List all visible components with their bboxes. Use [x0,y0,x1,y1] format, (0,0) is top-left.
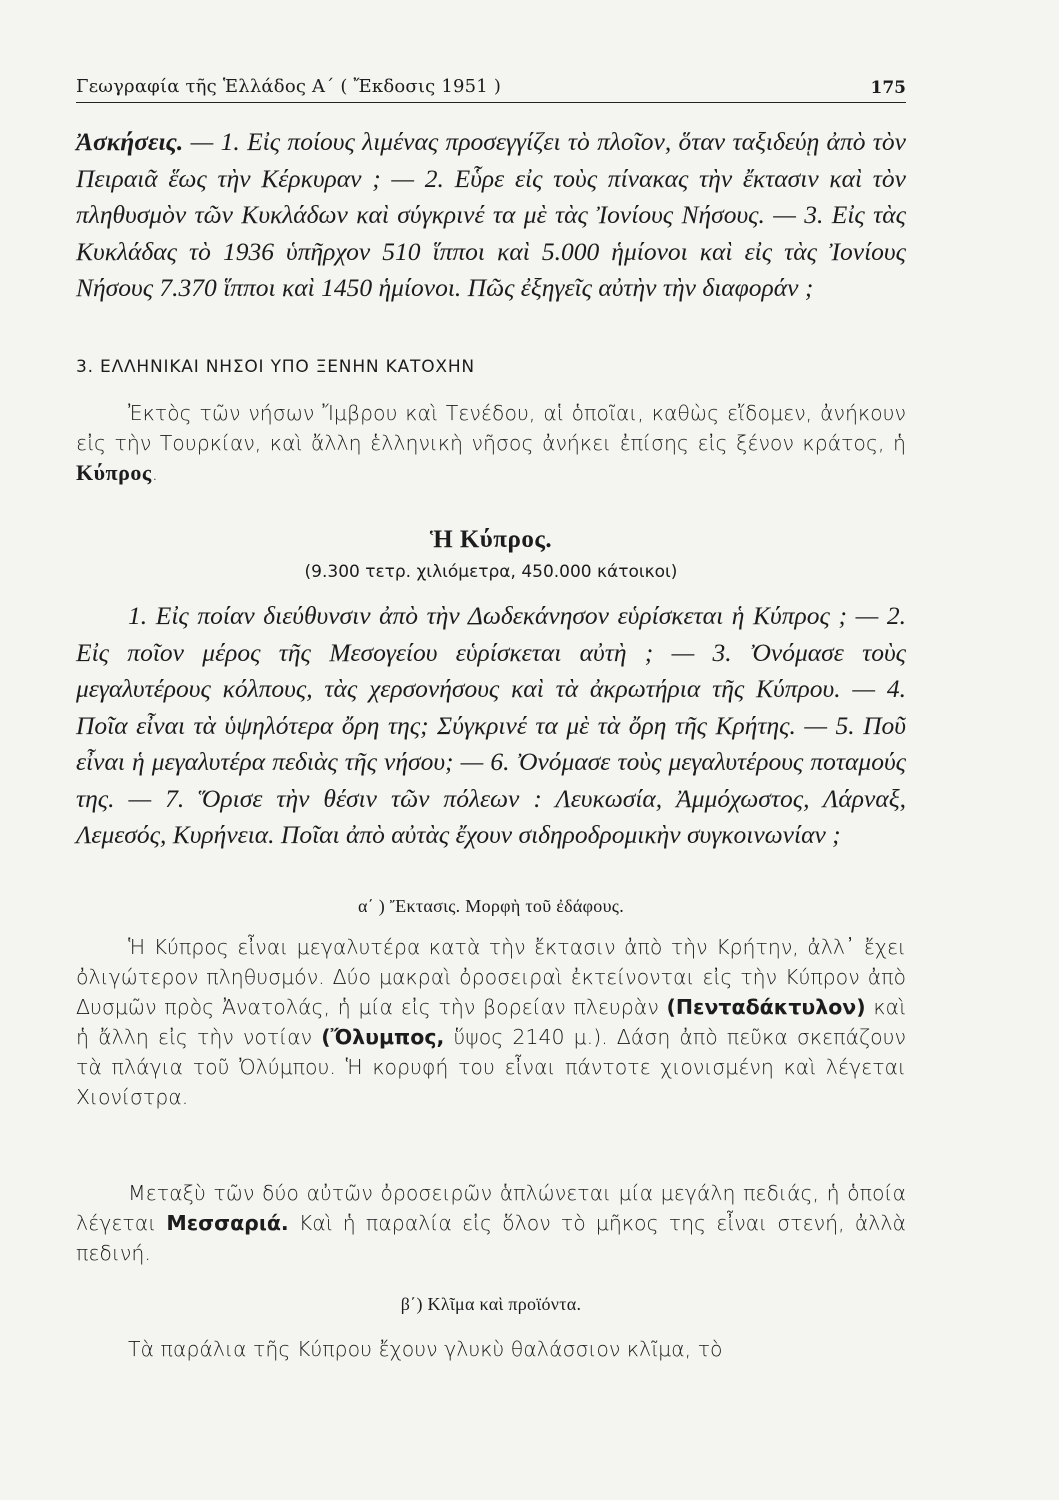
cyprus-subtitle: (9.300 τετρ. χιλιόμετρα, 450.000 κάτοικοι) [304,562,678,582]
para1-start: Ἡ Κύπρος εἶναι μεγαλυτέρα κατὰ τὴν ἔκτασιν ἀπὸ τὴν Κρήτην, ἀλλ᾽ ἔχει ὀλιγώτερον πληθυσμόν. Δύο μακραὶ ὀροσειραὶ ἐκτείνονται εἰς τὴν Κύπρον ἀπὸ Δυσμῶν πρὸς Ἀνατολάς, ἡ μία εἰς τὴν βορείαν πλευρὰν [76,935,906,1019]
section-heading: 3. ΕΛΛΗΝΙΚΑΙ ΝΗΣΟΙ ΥΠΟ ΞΕΝΗΝ ΚΑΤΟΧΗΝ [76,357,475,377]
subsection-b-heading: β΄) Κλῖμα καὶ προϊόντα. [400,1294,582,1314]
cyprus-title: Ἡ Κύπρος. [429,526,553,553]
page-number: 175 [870,78,906,98]
running-title: Γεωγραφία τῆς Ἑλλάδος Α΄ ( Ἔκδοσις 1951 ) [76,76,502,97]
section-intro-end: . [151,461,159,485]
exercises-text: — 1. Εἰς ποίους λιμένας προσεγγίζει τὸ πλοῖον, ὅταν ταξιδεύῃ ἀπὸ τὸν Πειραιᾶ ἕως τὴν Κέρκυραν ; — 2. Εὗρε εἰς τοὺς πίνακας τὴν ἔκτασιν καὶ τὸν πληθυσμὸν τῶν Κυκλάδων καὶ σύγκρινέ τα μὲ τὰς Ἰονίους Νήσους. — 3. Εἰς τὰς Κυκλάδας τὸ 1936 ὑπῆρχον 510 ἵπποι καὶ 5.000 ἡμίονοι καὶ εἰς τὰς Ἰονίους Νήσους 7.370 ἵπποι καὶ 1450 ἡμίονοι. Πῶς ἐξηγεῖς αὐτὴν τὴν διαφοράν ; [76,127,906,302]
para2-start: Μεταξὺ τῶν δύο αὐτῶν ὀροσειρῶν ἁπλώνεται μία μεγάλη πεδιάς, ἡ ὁποία λέγεται [76,1181,906,1235]
subsection-b-paragraph-1 [76,1334,906,1364]
messaria-term: Μεσσαριά. [166,1211,289,1235]
subsection-a-paragraph-1 [76,932,906,1112]
climate-text: Τὰ παράλια τῆς Κύπρου ἔχουν γλυκὺ θαλάσσιον κλῖμα, τὸ [128,1337,723,1361]
subsection-a-heading: α΄ ) Ἔκτασις. Μορφὴ τοῦ ἐδάφους. [357,896,625,916]
subsection-a-paragraph-2 [76,1178,906,1268]
section-intro-text: Ἐκτὸς τῶν νήσων Ἴμβρου καὶ Τενέδου, αἱ ὁποῖαι, καθὼς εἴδομεν, ἀνήκουν εἰς τὴν Τουρκίαν, καὶ ἄλλη ἑλληνικὴ νῆσος ἀνήκει ἐπίσης εἰς ξένον κράτος, ἡ [76,401,906,455]
cyprus-questions-text: 1. Εἰς ποίαν διεύθυνσιν ἀπὸ τὴν Δωδεκάνησον εὑρίσκεται ἡ Κύπρος ; — 2. Εἰς ποῖον μέρος τῆς Μεσογείου εὑρίσκεται αὐτὴ ; — 3. Ὀνόμασε τοὺς μεγαλυτέρους κόλπους, τὰς χερσονήσους καὶ τὰ ἀκρωτήρια τῆς Κύπρου. — 4. Ποῖα εἶναι τὰ ὑψηλότερα ὄρη της; Σύγκρινέ τα μὲ τὰ ὄρη τῆς Κρήτης. — 5. Ποῦ εἶναι ἡ μεγαλυτέρα πεδιὰς τῆς νήσου; — 6. Ὀνόμασε τοὺς μεγαλυτέρους ποταμούς της. — 7. Ὅρισε τὴν θέσιν τῶν πόλεων : Λευκωσία, Ἀμμόχωστος, Λάρναξ, Λεμεσός, Κυρήνεια. Ποῖαι ἀπὸ αὐτὰς ἔχουν σιδηροδρομικὴν συγκοινωνίαν ; [76,601,906,849]
exercises-heading: Ἀσκήσεις. [76,127,184,156]
para2-end: Καὶ ἡ παραλία εἰς ὅλον τὸ μῆκος της εἶναι στενή, ἀλλὰ πεδινή. [76,1211,906,1265]
para1-end: ὕψος 2140 μ.). Δάση ἀπὸ πεῦκα σκεπάζουν τὰ πλάγια τοῦ Ὀλύμπου. Ἡ κορυφή του εἶναι πάντοτε χιονισμένη καὶ λέγεται Χιονίστρα. [76,1025,906,1109]
section-intro-paragraph [76,398,906,488]
page-header [76,72,906,103]
cyprus-term: Κύπρος [76,460,152,485]
olympos-term: (Ὄλυμπος, [321,1025,445,1049]
pentadaktylos-term: (Πενταδάκτυλον) [666,995,866,1019]
para1-mid: καὶ ἡ ἄλλη εἰς τὴν νοτίαν [76,995,907,1049]
exercises-block [76,124,906,307]
cyprus-questions [76,598,906,854]
